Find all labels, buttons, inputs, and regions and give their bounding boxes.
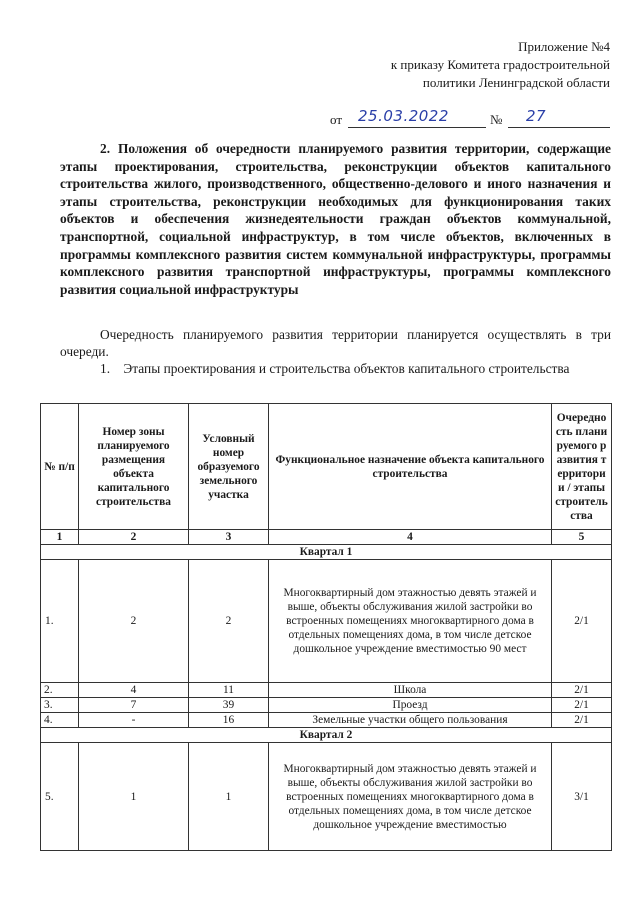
- cell-index: 4.: [41, 713, 79, 728]
- number-underline: [508, 127, 610, 128]
- order-from-label: от: [330, 112, 343, 127]
- quarter-title: Квартал 1: [41, 545, 612, 560]
- cell-zone: 7: [79, 698, 189, 713]
- cell-function: Земельные участки общего пользования: [269, 713, 552, 728]
- cell-zone: -: [79, 713, 189, 728]
- column-number: 2: [79, 530, 189, 545]
- cell-plot: 39: [189, 698, 269, 713]
- cell-zone: 2: [79, 560, 189, 683]
- annex-title: Приложение №4: [518, 39, 610, 54]
- order-number-label: №: [490, 112, 503, 127]
- column-number: 3: [189, 530, 269, 545]
- cell-function: Многоквартирный дом этажностью девять этажей и выше, объекты обслуживания жилой застройки во встроенных помещениях многоквартирного дома в отдельных помещениях дома, в том числе детское дошкольное учреждение вместимостью 90 мест: [269, 560, 552, 683]
- cell-plot: 1: [189, 743, 269, 851]
- cell-index: 3.: [41, 698, 79, 713]
- construction-stages-table: [40, 403, 612, 851]
- header-plot-number: Условный номер образуемого земельного участка: [189, 404, 269, 530]
- cell-zone: 1: [79, 743, 189, 851]
- order-date-line: [330, 108, 610, 130]
- annex-authority-line: политики Ленинградской области: [422, 75, 610, 90]
- section-title: Положения об очередности планируемого развития территории, содержащие этапы проектирования, строительства, реконструкции объектов капитального строительства жилого, производственного, общественно-делового и иного назначения и этапы строительства, реконструкции необходимых для функционирования таких объектов и обеспечения жизнедеятельности граждан объектов коммунальной, транспортной, социальной инфраструктур, в том числе объектов, включенных в программы комплексного развития систем коммунальной инфраструктуры, программы комплексного развития транспортной инфраструктуры, программы комплексного развития социальной инфраструктуры: [60, 141, 611, 297]
- quarter-title: Квартал 2: [41, 728, 612, 743]
- table-row: [41, 698, 612, 713]
- header-zone-number: Номер зоны планируемого размещения объекта капитального строительства: [79, 404, 189, 530]
- annex-block: [310, 38, 610, 92]
- header-stage: Очередность планируемого развития территории / этапы строительства: [552, 404, 612, 530]
- cell-index: 5.: [41, 743, 79, 851]
- column-number: 5: [552, 530, 612, 545]
- header-index: № п/п: [41, 404, 79, 530]
- cell-stage: 3/1: [552, 743, 612, 851]
- cell-plot: 16: [189, 713, 269, 728]
- cell-index: 2.: [41, 683, 79, 698]
- column-number: 4: [269, 530, 552, 545]
- date-underline: [348, 127, 486, 128]
- order-date: 25.03.2022: [358, 107, 449, 125]
- paragraph-stages: 1. Этапы проектирования и строительства объектов капитального строительства: [100, 361, 570, 376]
- cell-function: Школа: [269, 683, 552, 698]
- cell-plot: 2: [189, 560, 269, 683]
- cell-stage: 2/1: [552, 560, 612, 683]
- cell-function: Проезд: [269, 698, 552, 713]
- table-row: [41, 560, 612, 683]
- table-row: [41, 713, 612, 728]
- cell-index: 1.: [41, 560, 79, 683]
- column-number: 1: [41, 530, 79, 545]
- annex-order-line: к приказу Комитета градостроительной: [390, 57, 610, 72]
- quarter-row: [41, 728, 612, 743]
- cell-plot: 11: [189, 683, 269, 698]
- cell-zone: 4: [79, 683, 189, 698]
- section-number: 2.: [100, 141, 111, 156]
- header-function: Функциональное назначение объекта капитального строительства: [269, 404, 552, 530]
- table-row: [41, 683, 612, 698]
- section-heading: [60, 140, 611, 298]
- column-numbers-row: [41, 530, 612, 545]
- cell-stage: 2/1: [552, 698, 612, 713]
- cell-stage: 2/1: [552, 683, 612, 698]
- table-row: [41, 743, 612, 851]
- cell-stage: 2/1: [552, 713, 612, 728]
- cell-function: Многоквартирный дом этажностью девять этажей и выше, объекты обслуживания жилой застройки во встроенных помещениях многоквартирного дома в отдельных помещениях дома, в том числе детское дошкольное учреждение вместимостью: [269, 743, 552, 851]
- table-header-row: [41, 404, 612, 530]
- paragraph-phases: Очередность планируемого развития территории планируется осуществлять в три очереди.: [60, 327, 611, 359]
- quarter-row: [41, 545, 612, 560]
- order-number: 27: [526, 107, 547, 125]
